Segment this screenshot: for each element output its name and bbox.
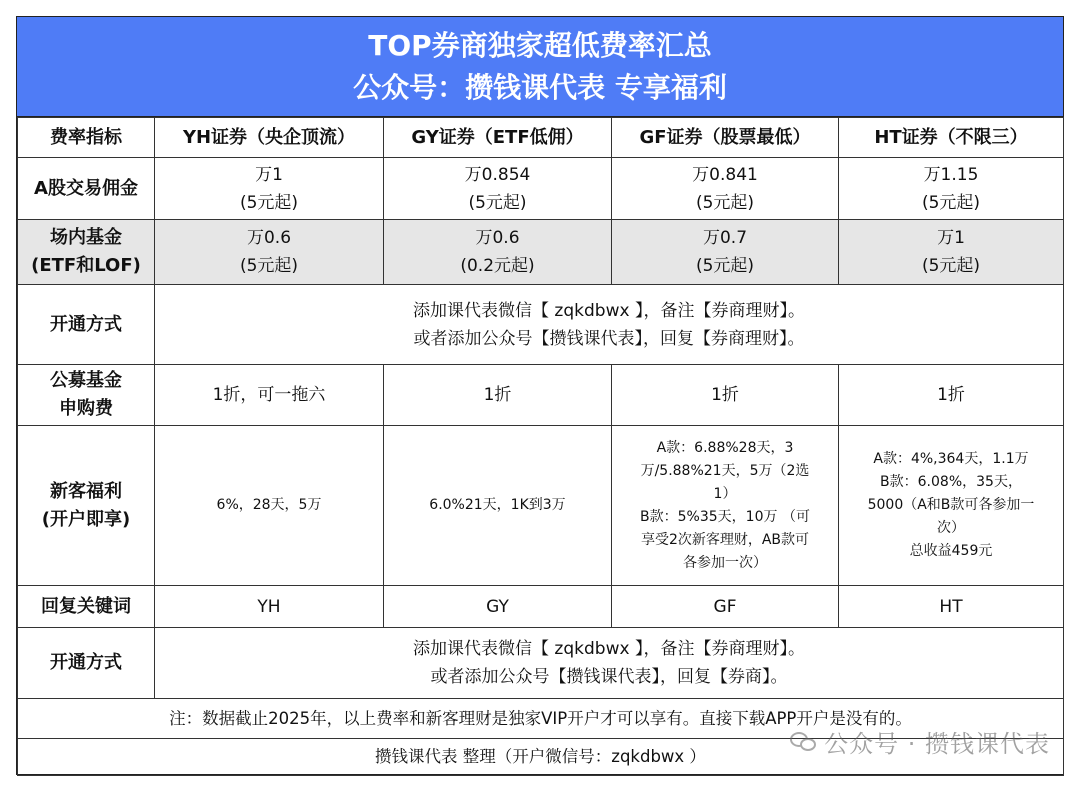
rate-cell: 万0.7 (5元起) xyxy=(612,220,839,285)
fund-row xyxy=(18,220,1064,285)
wechat-icon xyxy=(790,730,818,754)
disclaimer-note: 注：数据截止2025年，以上费率和新客理财是独家VIP开户才可以享有。直接下载APP开户是没有的。 xyxy=(18,699,1064,739)
column-header: GY证券（ETF低佣） xyxy=(384,118,612,158)
watermark xyxy=(790,724,1050,759)
open-method-row xyxy=(18,285,1064,365)
row-label: A股交易佣金 xyxy=(18,158,155,220)
column-header: HT证券（不限三） xyxy=(839,118,1064,158)
rate-cell: 万0.841 (5元起) xyxy=(612,158,839,220)
keyword-cell: GF xyxy=(612,586,839,628)
column-header: YH证券（央企顶流） xyxy=(155,118,384,158)
open-method-row-2 xyxy=(18,628,1064,699)
rate-cell: 万1 (5元起) xyxy=(839,220,1064,285)
watermark-text: 公众号 · 攒钱课代表 xyxy=(824,730,1050,758)
column-header: GF证券（股票最低） xyxy=(612,118,839,158)
row-label: 回复关键词 xyxy=(18,586,155,628)
title-line-1: TOP券商独家超低费率汇总 xyxy=(368,28,712,62)
keyword-row xyxy=(18,586,1064,628)
rate-cell: 万0.6 (5元起) xyxy=(155,220,384,285)
keyword-cell: YH xyxy=(155,586,384,628)
rate-cell: 万0.854 (5元起) xyxy=(384,158,612,220)
keyword-cell: HT xyxy=(839,586,1064,628)
welfare-cell-ht: A款：4%,364天，1.1万 B款：6.08%，35天， 5000（A和B款可各参加一 次） 总收益459元 xyxy=(839,426,1064,586)
row-label: 场内基金 (ETF和LOF) xyxy=(18,220,155,285)
row-label: 开通方式 xyxy=(18,285,155,365)
column-header-row xyxy=(18,118,1064,158)
welfare-cell-yh: 6%，28天，5万 xyxy=(155,426,384,586)
fee-cell: 1折 xyxy=(839,365,1064,426)
title-banner xyxy=(17,17,1063,117)
rate-table xyxy=(17,117,1064,776)
rate-cell: 万1.15 (5元起) xyxy=(839,158,1064,220)
welfare-cell-gy: 6.0%21天，1K到3万 xyxy=(384,426,612,586)
column-header: 费率指标 xyxy=(18,118,155,158)
keyword-cell: GY xyxy=(384,586,612,628)
fee-cell: 1折，可一拖六 xyxy=(155,365,384,426)
public-fund-row xyxy=(18,365,1064,426)
open-method-text: 添加课代表微信【 zqkdbwx 】，备注【券商理财】。 或者添加公众号【攒钱课代表】，回复【券商理财】。 xyxy=(155,285,1064,365)
row-label: 开通方式 xyxy=(18,628,155,699)
row-label: 新客福利 (开户即享) xyxy=(18,426,155,586)
welfare-cell-gf: A款：6.88%28天，3 万/5.88%21天，5万（2选 1） B款：5%35天，10万 （可 享受2次新客理财，AB款可 各参加一次） xyxy=(612,426,839,586)
rate-summary-card xyxy=(16,16,1064,775)
footer-credit: 攒钱课代表 整理（开户微信号：zqkdbwx ） xyxy=(18,739,1064,776)
rate-cell: 万0.6 (0.2元起) xyxy=(384,220,612,285)
welfare-row xyxy=(18,426,1064,586)
open-method-text: 添加课代表微信【 zqkdbwx 】，备注【券商理财】。 或者添加公众号【攒钱课代表】，回复【券商】。 xyxy=(155,628,1064,699)
rate-cell: 万1 (5元起) xyxy=(155,158,384,220)
commission-row xyxy=(18,158,1064,220)
title-line-2: 公众号：攒钱课代表 专享福利 xyxy=(353,70,727,104)
fee-cell: 1折 xyxy=(384,365,612,426)
row-label: 公募基金 申购费 xyxy=(18,365,155,426)
fee-cell: 1折 xyxy=(612,365,839,426)
